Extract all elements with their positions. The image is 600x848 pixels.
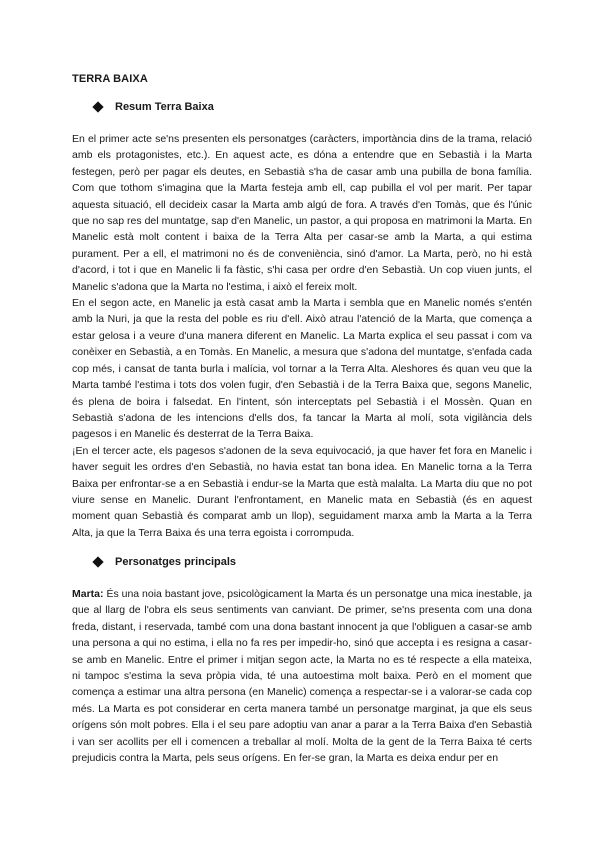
- summary-body: [72, 131, 532, 541]
- section-heading-summary-label: Resum Terra Baixa: [115, 101, 214, 113]
- character-description: És una noia bastant jove, psicològicament la Marta és un personatge una mica inestable, ja que al llarg de l'obra els seus sentiments van canviant. De primer, se'ns presenta com una dona freda, distant, i reservada, també com una dona bastant innocent ja que l'obliguen a casar-se amb una persona a qui no estima, i ella no fa res per impedir-ho, sinó que accepta i es resigna a casar-se amb en Manelic. Entre el primer i mitjan segon acte, la Marta no es té respecte a ella mateixa, ni tampoc s'estima la seva pròpia vida, té una autoestima molt baixa. Però en el moment que comença a estimar una altra persona (en Manelic) comença a respectar-se i a valorar-se cada cop més. La Marta es pot considerar en certa manera també un personatge marginat, ja que els seus orígens són molt pobres. Ella i el seu pare adoptiu van anar a parar a la Terra Baixa d'en Sebastià i van ser acollits per ell i comencen a treballar al molí. Molta de la gent de la Terra Baixa té certs prejudicis contra la Marta, pels seus orígens. En fer-se gran, la Marta es deixa endur per en: [72, 588, 532, 765]
- section-heading-summary: [93, 101, 214, 113]
- section-heading-characters-label: Personatges principals: [115, 556, 237, 568]
- character-name: Marta:: [72, 588, 104, 600]
- summary-paragraph-act-1: En el primer acte se'ns presenten els personatges (caràcters, importància dins de la trama, relació amb els protagonistes, etc.). En aquest acte, es dóna a entendre que en Sebastià i la Marta festegen, però per pagar els deutes, en Sebastià s'ha de casar amb una pubilla de bona família. Com que tothom s'imagina que la Marta festeja amb ell, cap pubilla el vol per marit. Per tapar aquesta situació, ell decideix casar la Marta amb algú de fora. A través d'en Tomàs, que és l'únic que no sap res del muntatge, sap d'en Manelic, un pastor, a qui proposa en matrimoni la Marta. En Manelic està molt content i baixa de la Terra Alta per casar-se amb la Marta, a qui estima purament. Per a ell, el matrimoni no és de conveniència, sinó d'amor. La Marta, però, no hi està d'acord, i tot i que en Manelic li fa fàstic, s'hi casa per ordre d'en Sebastià. Un cop viuen junts, el Manelic s'adona que la Marta no l'estima, i això el fereix molt.: [72, 133, 532, 293]
- summary-paragraph-act-3: ¡En el tercer acte, els pagesos s'adonen de la seva equivocació, ja que haver fet fora en Manelic i haver seguit les ordres d'en Sebastià, no havia estat tan bona idea. En Manelic torna a la Terra Baixa per enfrontar-se a en Sebastià i endur-se la Marta que està malalta. La Marta diu que no pot viure sense en Manelic. Durant l'enfrontament, en Manelic mata en Sebastià (és en aquest moment quan Sebastià és comparat amb un llop), seguidament marxa amb la Marta a la Terra Alta, ja que la Terra Baixa és una terra egoista i corrompuda.: [72, 444, 532, 539]
- character-paragraph-marta: [72, 586, 532, 766]
- characters-body: [72, 586, 532, 766]
- document-title: TERRA BAIXA: [72, 73, 148, 85]
- diamond-bullet-icon: [92, 556, 103, 567]
- summary-paragraph-act-2: En el segon acte, en Manelic ja està casat amb la Marta i sembla que en Manelic només s'entén amb la Nuri, ja que la resta del poble es riu d'ell. Això atrau l'atenció de la Marta, que comença a estar gelosa i a veure d'una manera diferent en Manelic. La Marta explica el seu passat i com va conèixer en Sebastià, a en Tomàs. En Manelic, a mesura que s'adona del muntatge, s'enfada cada cop més, i cansat de tanta burla i malícia, vol tornar a la Terra Alta. Aleshores és quan veu que la Marta també l'estima i tots dos volen fugir, d'en Sebastià i de la Terra Baixa que, segons Manelic, és plena de boira i falsedat. En l'intent, són interceptats pel Sebastià i el Mossèn. Quan en Sebastià s'adona de les intencions d'ells dos, fa tancar la Marta al molí, sota vigilància dels pagesos i en Manelic és desterrat de la Terra Baixa.: [72, 297, 532, 441]
- section-heading-characters: [93, 556, 236, 568]
- diamond-bullet-icon: [92, 101, 103, 112]
